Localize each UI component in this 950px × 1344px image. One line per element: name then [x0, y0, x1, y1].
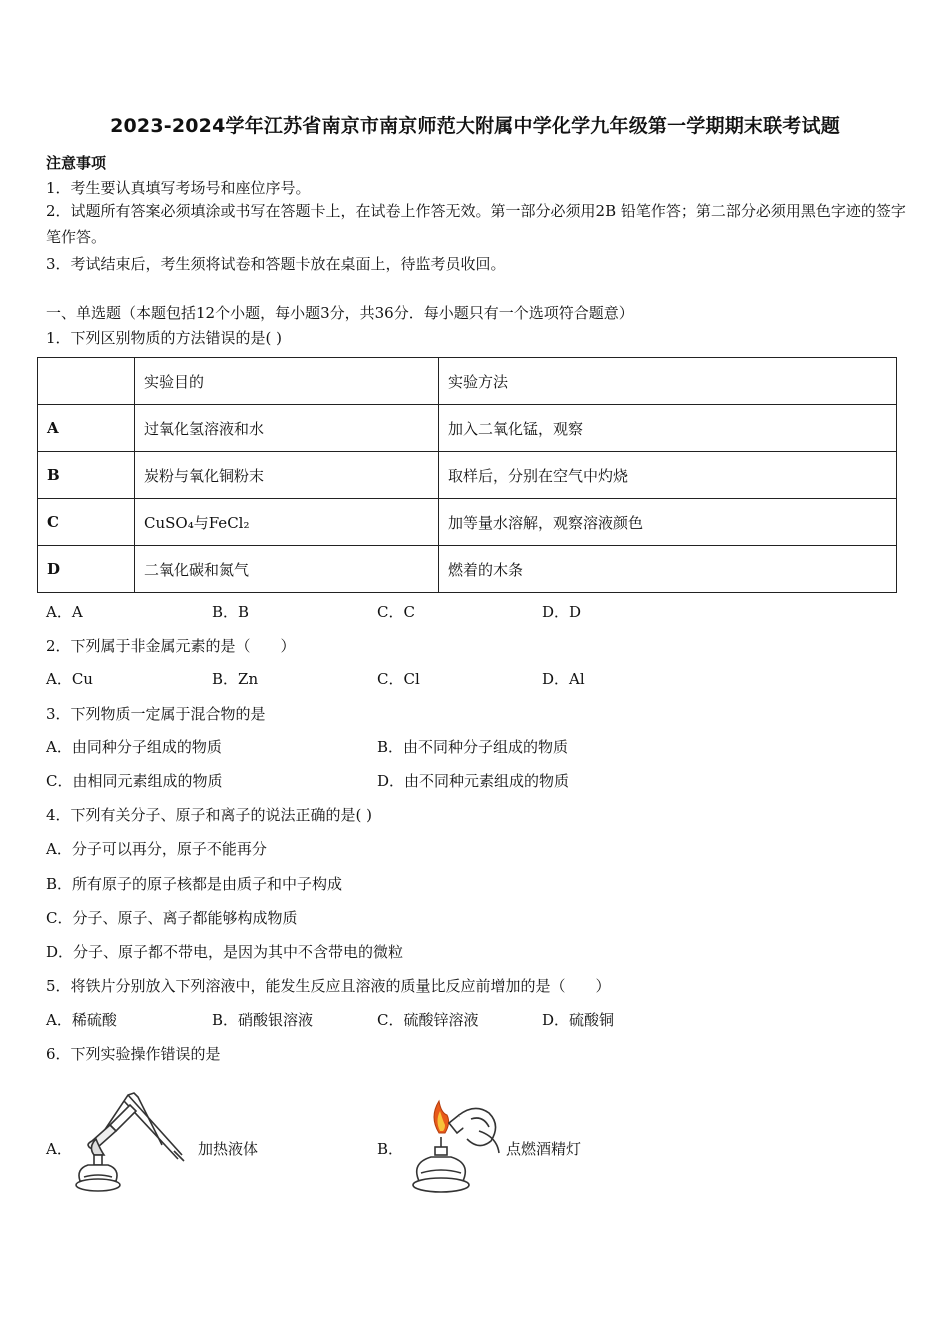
question-5-stem: 5．将铁片分别放入下列溶液中，能发生反应且溶液的质量比反应前增加的是（ ）	[46, 977, 611, 995]
option-b[interactable]: B．由不同种分子组成的物质	[377, 738, 569, 756]
option-d[interactable]: D．分子、原子都不带电，是因为其中不含带电的微粒	[46, 943, 404, 961]
option-d[interactable]: D．D	[542, 603, 582, 621]
question-2-stem: 2．下列属于非金属元素的是（ ）	[46, 637, 296, 655]
option-a[interactable]: A．	[46, 1140, 72, 1158]
table-cell: 燃着的木条	[439, 546, 897, 593]
table-cell: D	[38, 546, 135, 593]
table-cell: C	[38, 499, 135, 546]
table-row	[38, 405, 897, 452]
option-c[interactable]: C．分子、原子、离子都能够构成物质	[46, 909, 298, 927]
option-b-caption: 点燃酒精灯	[506, 1140, 582, 1158]
option-c[interactable]: C．硫酸锌溶液	[377, 1011, 479, 1029]
question-6-stem: 6．下列实验操作错误的是	[46, 1045, 221, 1063]
option-a[interactable]: A．分子可以再分，原子不能再分	[46, 840, 267, 858]
table-header-cell: 实验方法	[439, 358, 897, 405]
notice-heading: 注意事项	[46, 154, 107, 172]
notice-item: 2．试题所有答案必须填涂或书写在答题卡上，在试卷上作答无效。第一部分必须用2B 铅笔作答；第二部分必须用黑色字迹的签字笔作答。	[46, 202, 906, 246]
question-1-table	[37, 357, 897, 593]
option-b[interactable]: B．硝酸银溶液	[212, 1011, 314, 1029]
table-cell: 加等量水溶解，观察溶液颜色	[439, 499, 897, 546]
option-a[interactable]: A．稀硫酸	[46, 1011, 117, 1029]
table-cell: 过氧化氢溶液和水	[135, 405, 439, 452]
option-a-caption: 加热液体	[198, 1140, 259, 1158]
option-d[interactable]: D．由不同种元素组成的物质	[377, 772, 570, 790]
table-cell: 二氧化碳和氮气	[135, 546, 439, 593]
lighting-alcohol-lamp-icon	[405, 1093, 505, 1197]
table-cell: B	[38, 452, 135, 499]
option-b[interactable]: B．Zn	[212, 670, 259, 688]
notice-item: 1．考生要认真填写考场号和座位序号。	[46, 179, 311, 197]
option-d[interactable]: D．硫酸铜	[542, 1011, 615, 1029]
question-3-stem: 3．下列物质一定属于混合物的是	[46, 705, 266, 723]
table-cell: 加入二氧化锰，观察	[439, 405, 897, 452]
table-row	[38, 499, 897, 546]
option-d[interactable]: D．Al	[542, 670, 585, 688]
heating-liquid-icon	[70, 1085, 190, 1197]
notice-item: 3．考试结束后，考生须将试卷和答题卡放在桌面上，待监考员收回。	[46, 255, 506, 273]
option-b[interactable]: B．	[377, 1140, 404, 1158]
table-row	[38, 358, 897, 405]
table-cell: 取样后，分别在空气中灼烧	[439, 452, 897, 499]
option-a[interactable]: A．A	[46, 603, 83, 621]
page-title: 2023-2024学年江苏省南京市南京师范大附属中学化学九年级第一学期期末联考试题	[110, 115, 840, 137]
table-row	[38, 452, 897, 499]
question-4-stem: 4．下列有关分子、原子和离子的说法正确的是( )	[46, 806, 373, 824]
option-a[interactable]: A．由同种分子组成的物质	[46, 738, 222, 756]
option-c[interactable]: C．由相同元素组成的物质	[46, 772, 223, 790]
option-b[interactable]: B．B	[212, 603, 250, 621]
table-header-cell: 实验目的	[135, 358, 439, 405]
option-a[interactable]: A．Cu	[46, 670, 93, 688]
option-b[interactable]: B．所有原子的原子核都是由质子和中子构成	[46, 875, 343, 893]
table-row	[38, 546, 897, 593]
table-cell	[38, 358, 135, 405]
option-c[interactable]: C．C	[377, 603, 415, 621]
table-cell: 炭粉与氧化铜粉末	[135, 452, 439, 499]
table-cell: CuSO₄与FeCl₂	[135, 499, 439, 546]
section-heading: 一、单选题（本题包括12个小题，每小题3分，共36分．每小题只有一个选项符合题意）	[46, 304, 634, 322]
option-c[interactable]: C．Cl	[377, 670, 420, 688]
question-1-stem: 1．下列区别物质的方法错误的是( )	[46, 329, 283, 347]
table-cell: A	[38, 405, 135, 452]
